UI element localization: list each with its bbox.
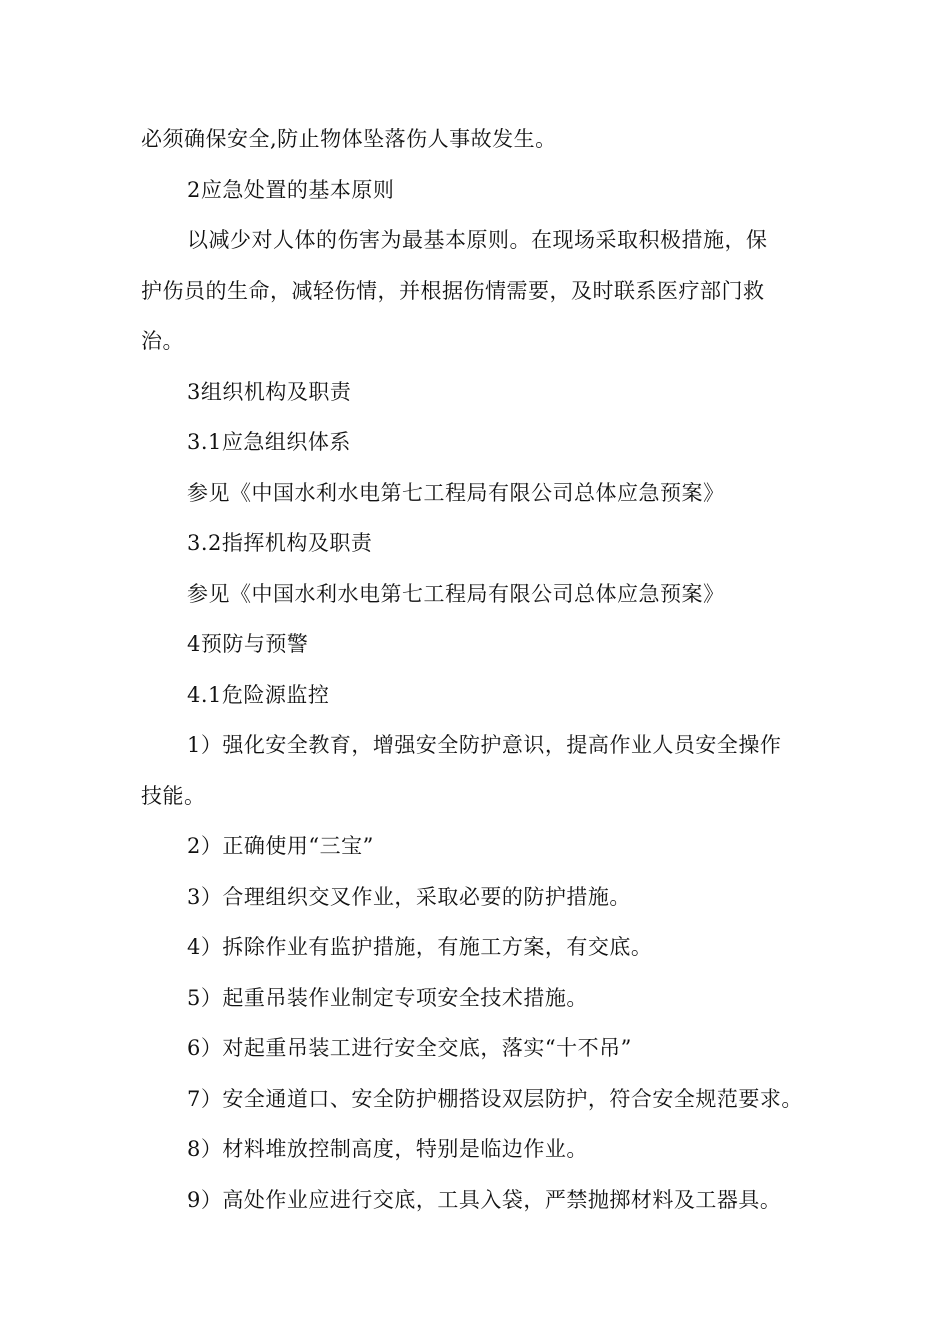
list-item: 8）材料堆放控制高度，特别是临边作业。 [187, 1137, 588, 1161]
list-item: 2）正确使用“三宝” [187, 834, 374, 858]
subsection-heading: 4.1危险源监控 [187, 683, 330, 707]
list-item: 5）起重吊装作业制定专项安全技术措施。 [187, 986, 588, 1010]
subsection-heading: 3.2指挥机构及职责 [187, 531, 373, 555]
list-item: 6）对起重吊装工进行安全交底，落实“十不吊” [187, 1036, 632, 1060]
list-item-continuation: 技能。 [141, 784, 206, 808]
text-line: 护伤员的生命，减轻伤情，并根据伤情需要，及时联系医疗部门救 [141, 279, 765, 303]
text-line: 参见《中国水利水电第七工程局有限公司总体应急预案》 [187, 582, 725, 606]
list-item: 9）高处作业应进行交底，工具入袋，严禁抛掷材料及工器具。 [187, 1188, 782, 1212]
list-item: 1）强化安全教育，增强安全防护意识，提高作业人员安全操作 [187, 733, 782, 757]
subsection-heading: 3.1应急组织体系 [187, 430, 351, 454]
text-line: 参见《中国水利水电第七工程局有限公司总体应急预案》 [187, 481, 725, 505]
list-item: 4）拆除作业有监护措施，有施工方案，有交底。 [187, 935, 653, 959]
section-heading: 3组织机构及职责 [187, 380, 352, 404]
section-heading: 4预防与预警 [187, 632, 309, 656]
section-heading: 2应急处置的基本原则 [187, 178, 395, 202]
text-line: 治。 [141, 329, 184, 353]
list-item: 3）合理组织交叉作业，采取必要的防护措施。 [187, 885, 631, 909]
text-line: 以减少对人体的伤害为最基本原则。在现场采取积极措施，保 [187, 228, 768, 252]
text-line: 必须确保安全,防止物体坠落伤人事故发生。 [141, 127, 557, 151]
list-item: 7）安全通道口、安全防护棚搭设双层防护，符合安全规范要求。 [187, 1087, 803, 1111]
